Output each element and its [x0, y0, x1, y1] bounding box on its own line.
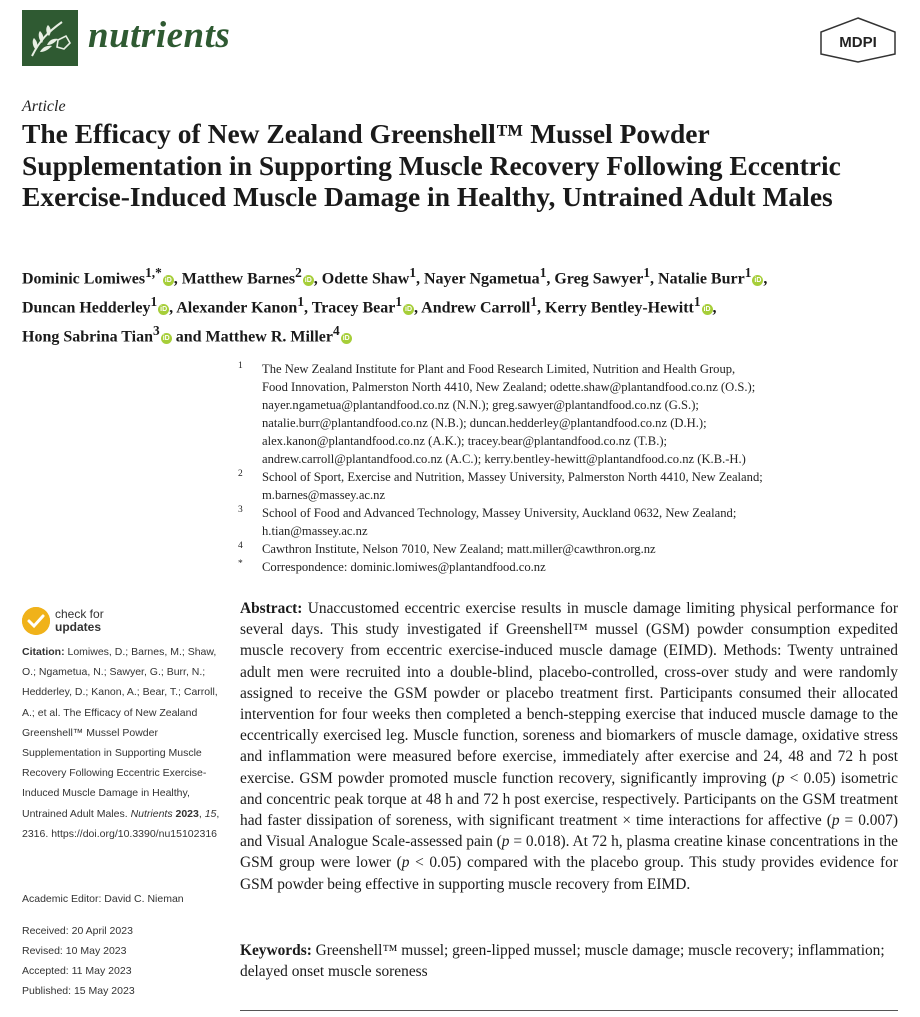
author-name: Duncan Hedderley — [22, 299, 151, 317]
author-affiliation-sup: 1 — [297, 293, 304, 309]
keywords — [240, 940, 898, 982]
abstract — [240, 598, 898, 895]
author-affiliation-sup: 1 — [395, 293, 403, 309]
journal-name: nutrients — [88, 15, 231, 56]
author-name: Alexander Kanon — [176, 299, 298, 317]
affiliation-item — [238, 360, 878, 468]
orcid-icon[interactable]: iD — [342, 334, 350, 342]
orcid-icon[interactable]: iD — [754, 277, 762, 285]
citation-text: Lomiwes, D.; Barnes, M.; Shaw, O.; Ngametua, N.; Sawyer, G.; Burr, N.; Hedderley, D.; Kanon, A.; Bear, T.; Carroll, A.; et al. The Efficacy of New Zealand Greenshell™ Mussel Powder Supplementation in Supporting Muscle Recovery Following Eccentric Exercise-Induced Muscle Damage in Healthy, Untrained Adult Males. — [22, 646, 218, 820]
author-affiliation-sup: 1,* — [145, 265, 162, 280]
affiliation-number: 4 — [238, 541, 243, 551]
citation-block: Citation: Lomiwes, D.; Barnes, M.; Shaw, O.; Ngametua, N.; Sawyer, G.; Burr, N.; Hedderley, D.; Kanon, A.; Bear, T.; Carroll, A.; et al. The Efficacy of New Zealand Greenshell™ Mussel Powder Supplementation in Supporting Muscle Recovery Following Eccentric Exercise-Induced Muscle Damage in Healthy, Untrained Adult Males. Nutrients 2023, 15, 2316. https://doi.org/10.3390/nu15102316 — [22, 646, 220, 840]
abstract-text: < 0.05) compared with the placebo group. This study provides evidence for GSM powder being effective in supporting muscle recovery from EIMD. — [240, 854, 898, 893]
abstract-text: = 0.007) and Visual Analogue Scale-assessed pain ( — [240, 812, 898, 851]
author-name: Andrew Carroll — [421, 299, 531, 317]
orcid-icon[interactable]: iD — [160, 306, 168, 314]
author-name: Tracey Bear — [311, 299, 396, 317]
p-symbol: p — [776, 769, 785, 787]
author-affiliation-sup: 1 — [409, 265, 416, 280]
p-symbol: p — [831, 812, 840, 830]
affiliation-item — [238, 468, 878, 504]
affiliation-item — [238, 504, 878, 540]
author-affiliation-sup: 4 — [333, 322, 340, 338]
affiliation-item — [238, 558, 878, 576]
author-separator: , — [303, 299, 312, 317]
affiliation-number: * — [238, 559, 243, 569]
author-name: Greg Sawyer — [554, 270, 644, 288]
check-updates-line2: updates — [55, 620, 102, 634]
citation-year: 2023 — [175, 807, 199, 820]
author-name: Nayer Ngametua — [424, 270, 540, 288]
check-for-updates-icon[interactable] — [22, 607, 50, 635]
p-symbol: p — [401, 854, 410, 872]
author-separator: , — [537, 299, 546, 317]
affiliation-item — [238, 540, 878, 558]
abstract-text: Unaccustomed eccentric exercise results in muscle damage limiting physical performance for several days. This study investigated if Greenshell™ mussel (GSM) powder consumption expedited muscle recovery from eccentric exercise-induced muscle damage (EIMD). Methods: Twenty untrained adult men were recruited into a double-blind, placebo-controlled, cross-over study and were randomly assigned to receive the GSM powder or placebo treatment first. Participants consumed their allocated intervention for four weeks then completed a bench-stepping exercise that induced muscle damage to the eccentrically exercised leg. Muscle function, soreness and biomarkers of muscle damage, oxidative stress and inflammation were measured before exercise, immediately after exercise and 24, 48 and 72 h post exercise. GSM powder promoted muscle function recovery, significantly improving ( — [240, 600, 898, 787]
author-separator: , — [313, 270, 322, 288]
check-updates-line1: check for — [55, 607, 104, 621]
orcid-icon[interactable]: iD — [703, 306, 711, 314]
author-separator: , — [173, 270, 182, 288]
affiliation-line: The New Zealand Institute for Plant and Food Research Limited, Nutrition and Health Group, — [262, 362, 736, 376]
author-separator: , — [650, 270, 659, 288]
citation-journal: Nutrients — [130, 807, 173, 820]
abstract-text: = 0.018). At 72 h, plasma creatine kinase concentrations in the GSM group were lower ( — [240, 833, 898, 872]
check-for-updates-button[interactable] — [55, 608, 104, 634]
affiliation-number: 1 — [238, 361, 243, 371]
orcid-icon[interactable]: iD — [405, 306, 413, 314]
author-name: Matthew Barnes — [181, 270, 296, 288]
author-name: Natalie Burr — [658, 270, 745, 288]
publisher-name: MDPI — [839, 34, 877, 51]
citation-label: Citation: — [22, 646, 65, 658]
citation-volume: 15 — [204, 807, 217, 820]
keywords-text: Greenshell™ mussel; green-lipped mussel; muscle damage; muscle recovery; inflammation; delayed onset muscle soreness — [240, 942, 885, 981]
author-affiliation-sup: 1 — [530, 293, 538, 309]
affiliation-line: m.barnes@massey.ac.nz — [262, 488, 386, 502]
affiliation-line: Food Innovation, Palmerston North 4410, New Zealand; odette.shaw@plantandfood.co.nz (O.S.); — [262, 380, 756, 394]
affiliation-line: School of Food and Advanced Technology, Massey University, Auckland 0632, New Zealand; — [262, 506, 737, 520]
affiliation-number: 3 — [238, 505, 243, 515]
article-title: The Efficacy of New Zealand Greenshell™ Mussel Powder Supplementation in Supporting Muscle Recovery Following Eccentric Exercise-Induced Muscle Damage in Healthy, Untrained Adult Males — [22, 118, 841, 212]
article-type: Article — [22, 98, 66, 115]
author-affiliation-sup: 1 — [643, 265, 651, 280]
author-affiliation-sup: 1 — [539, 265, 547, 280]
affiliation-line: alex.kanon@plantandfood.co.nz (A.K.); tracey.bear@plantandfood.co.nz (T.B.); — [262, 434, 668, 448]
keywords-label: Keywords: — [240, 942, 312, 959]
author-separator: , — [416, 270, 424, 288]
author-separator: , — [546, 270, 555, 288]
author-affiliation-sup: 1 — [744, 265, 752, 280]
author-name: Kerry Bentley-Hewitt — [545, 299, 694, 317]
orcid-icon[interactable]: iD — [162, 334, 170, 342]
author-affiliation-sup: 1 — [693, 293, 701, 309]
author-separator: , — [763, 270, 768, 288]
author-list — [22, 262, 902, 348]
date-accepted: Accepted: 11 May 2023 — [22, 965, 132, 977]
affiliation-line: School of Sport, Exercise and Nutrition, Massey University, Palmerston North 4410, New Zealand; — [262, 470, 763, 484]
affiliation-line: nayer.ngametua@plantandfood.co.nz (N.N.); greg.sawyer@plantandfood.co.nz (G.S.); — [262, 398, 699, 412]
author-affiliation-sup: 3 — [153, 322, 160, 338]
author-separator: , — [414, 299, 422, 317]
citation-doi[interactable]: , 2316. https://doi.org/10.3390/nu15102316 — [22, 807, 220, 840]
affiliation-number: 2 — [238, 469, 243, 479]
affiliation-line: natalie.burr@plantandfood.co.nz (N.B.); duncan.hedderley@plantandfood.co.nz (D.H.); — [262, 416, 707, 430]
author-separator: and — [171, 327, 206, 345]
author-name: Odette Shaw — [321, 270, 410, 288]
author-name: Hong Sabrina Tian — [22, 327, 154, 345]
author-separator: , — [712, 299, 717, 317]
academic-editor: Academic Editor: David C. Nieman — [22, 893, 184, 905]
affiliation-line: h.tian@massey.ac.nz — [262, 524, 368, 538]
orcid-icon[interactable]: iD — [304, 277, 312, 285]
journal-logo-icon — [22, 10, 78, 66]
p-symbol: p — [501, 833, 510, 851]
author-affiliation-sup: 2 — [295, 265, 302, 280]
affiliation-line: Cawthron Institute, Nelson 7010, New Zealand; matt.miller@cawthron.org.nz — [262, 542, 656, 556]
author-name: Dominic Lomiwes — [22, 270, 146, 288]
publisher-logo-icon — [818, 16, 898, 64]
footer-divider — [240, 1010, 898, 1011]
author-name: Matthew R. Miller — [205, 327, 334, 345]
date-published: Published: 15 May 2023 — [22, 985, 135, 997]
date-revised: Revised: 10 May 2023 — [22, 945, 127, 957]
orcid-icon[interactable]: iD — [164, 277, 172, 285]
author-affiliation-sup: 1 — [150, 293, 158, 309]
date-received: Received: 20 April 2023 — [22, 925, 133, 937]
abstract-label: Abstract: — [240, 600, 303, 617]
affiliation-line: Correspondence: dominic.lomiwes@plantandfood.co.nz — [262, 560, 546, 574]
abstract-text: < 0.05) isometric and concentric peak torque at 48 h and 72 h post exercise, respectively. Participants on the GSM treatment had faster dissipation of soreness, with significant treatment × time interactions for affective ( — [240, 769, 898, 830]
affiliation-line: andrew.carroll@plantandfood.co.nz (A.C.); kerry.bentley-hewitt@plantandfood.co.nz (K.B.-H.) — [262, 452, 746, 466]
author-separator: , — [169, 299, 177, 317]
